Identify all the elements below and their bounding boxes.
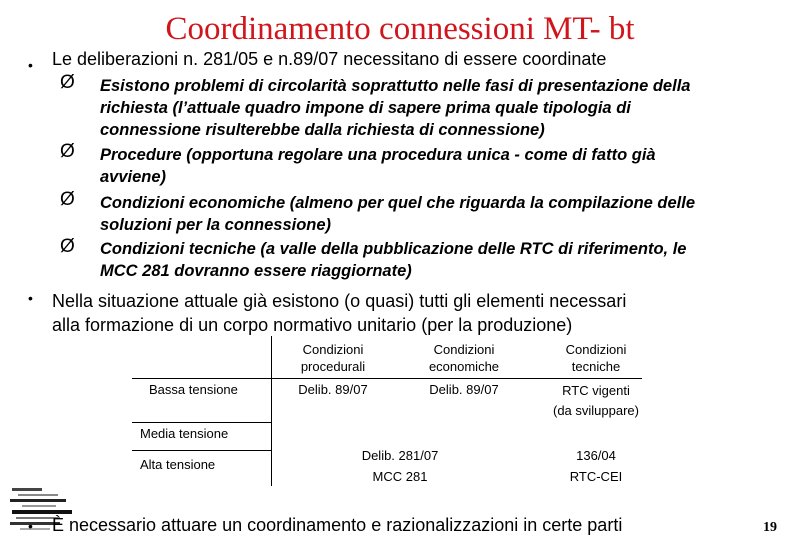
table-header-tecniche: Condizioni tecniche	[565, 342, 627, 374]
table-cell: Delib. 89/07	[429, 382, 499, 397]
table-cell: RTC vigenti (da sviluppare)	[553, 383, 639, 418]
bullet-text-2: Nella situazione attuale già esistono (o quasi) tutti gli elementi necessari alla formazione di un corpo normativo unitario (per la produzione)	[52, 291, 627, 335]
row-label-alta-tensione: Alta tensione	[140, 457, 216, 472]
table-line	[132, 450, 272, 451]
arrow-bullet-icon: Ø	[60, 236, 75, 257]
table-header-procedurali: Condizioni procedurali	[300, 342, 366, 374]
sub-item-4: Condizioni tecniche (a valle della pubblicazione delle RTC di riferimento, le MCC 281 dovranno essere riaggiornate)	[100, 240, 687, 280]
bullet-marker: •	[28, 57, 33, 73]
row-label-media-tensione: Media tensione	[140, 426, 229, 441]
bullet-marker: •	[28, 518, 33, 534]
arrow-bullet-icon: Ø	[60, 141, 75, 162]
arrow-bullet-icon: Ø	[60, 72, 75, 93]
sub-item-3: Condizioni economiche (almeno per quel che riguarda la compilazione delle soluzioni per la connessione)	[100, 194, 696, 234]
slide-title: Coordinamento connessioni MT- bt	[165, 11, 635, 47]
page-number: 19	[763, 520, 777, 535]
table-cell: 136/04 RTC-CEI	[569, 448, 623, 484]
sub-item-2: Procedure (opportuna regolare una procedura unica - come di fatto già avviene)	[100, 146, 656, 186]
arrow-bullet-icon: Ø	[60, 189, 75, 210]
table-cell: Delib. 281/07 MCC 281	[361, 448, 439, 484]
row-label-bassa-tensione: Bassa tensione	[149, 382, 238, 397]
sub-item-1: Esistono problemi di circolarità soprattutto nelle fasi di presentazione della richiesta (l’attuale quadro impone di sapere prima quale tipologia di connessione risulterebbe dalla richiesta di connessione)	[100, 77, 691, 139]
bullet-marker: •	[28, 290, 33, 306]
table-line	[132, 378, 642, 379]
table-cell: Delib. 89/07	[298, 382, 368, 397]
table-header-economiche: Condizioni economiche	[428, 342, 500, 374]
table-line	[132, 422, 272, 423]
bullet-text-3: È necessario attuare un coordinamento e razionalizzazioni in certe parti	[52, 515, 623, 535]
bullet-text-1: Le deliberazioni n. 281/05 e n.89/07 necessitano di essere coordinate	[52, 49, 607, 69]
